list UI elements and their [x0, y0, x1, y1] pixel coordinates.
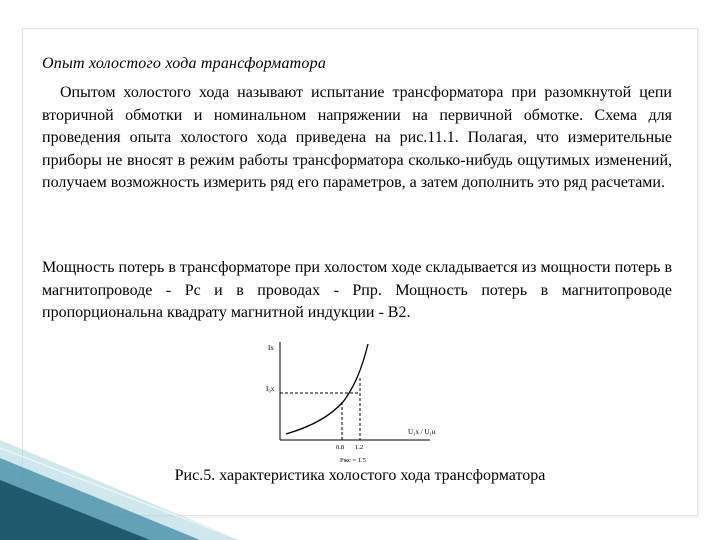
- no-load-characteristic-graph: [258, 338, 438, 470]
- x-tick-label-1: 0.8: [336, 444, 345, 451]
- y-tick-label: I₀x: [266, 385, 275, 393]
- y-axis-label: Ix: [268, 344, 274, 352]
- corner-decoration: [0, 440, 240, 540]
- x-bottom-label: Ржс = 1.5: [340, 457, 366, 464]
- paragraph-intro: Опытом холостого хода называют испытание трансформатора при разомкнутой цепи вторичной обмотки и номинальном напряжении на первичной обмотке. Схема для проведения опыта холостого хода приведена на рис.11.1. Полагая, что измерительные приборы не вносят в режим работы трансформатора сколько-нибудь ощутимых изменений, получаем возможность измерить ряд его параметров, а затем дополнить это ряд расчетами.: [42, 84, 672, 192]
- x-axis-label: U₁x / U₁н: [408, 428, 436, 436]
- paragraph-losses: Мощность потерь в трансформаторе при холостом ходе складывается из мощности потерь в магнитопроводе - Рс и в проводах - Рпр. Мощность потерь в магнитопроводе пропорциональна квадрату магнитной индукции - В2.: [42, 259, 672, 322]
- characteristic-curve: [286, 344, 368, 434]
- figure-caption: [0, 467, 720, 485]
- section-title: Опыт холостого хода трансформатора: [42, 55, 327, 72]
- x-tick-label-2: 1.2: [355, 444, 364, 451]
- figure-caption-text: Рис.5. характеристика холостого хода трансформатора: [174, 467, 546, 484]
